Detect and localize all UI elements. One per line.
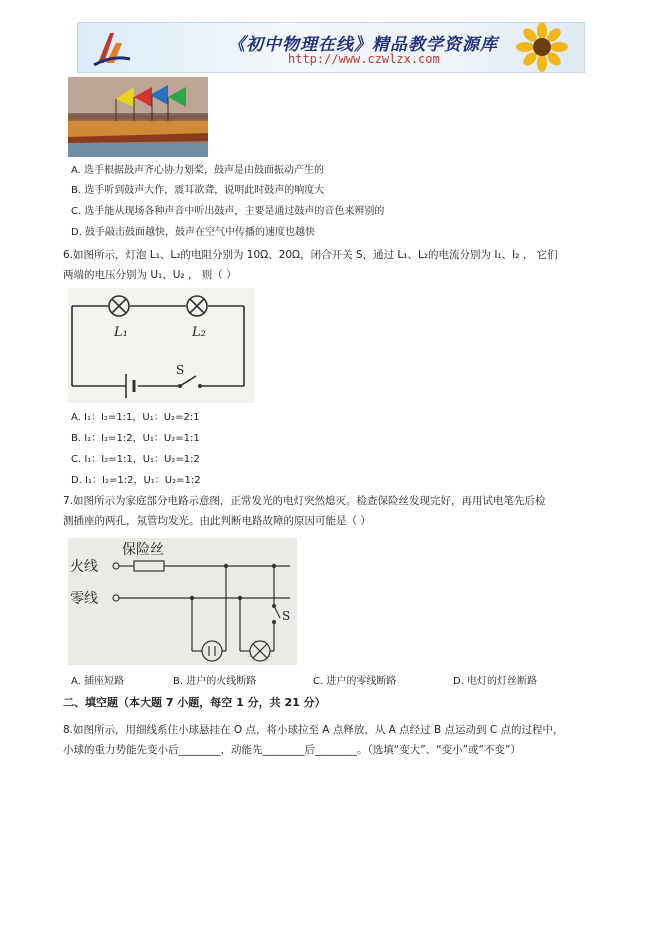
label-l2: L₂ — [192, 325, 206, 340]
q7-stem-line1: 7.如图所示为家庭部分电路示意图，正常发光的电灯突然熄灭。检查保险丝发现完好，再用试电笔先后检 — [63, 495, 546, 507]
q8-stem-line2: 小球的重力势能先变小后________，动能先________后________。（选填“变大”、“变小”或“不变”） — [63, 744, 521, 756]
q8-stem-line1: 8.如图所示，用细线系住小球悬挂在 O 点，将小球拉至 A 点释放，从 A 点经过 B 点运动到 C 点的过程中， — [63, 724, 564, 736]
q6-option-b: B. I₁：I₂=1:2，U₁：U₂=1:1 — [71, 433, 200, 444]
q6-option-c: C. I₁：I₂=1:1，U₁：U₂=1:2 — [71, 454, 200, 465]
q5-option-d: D. 鼓手敲击鼓面越快，鼓声在空气中传播的速度也越快 — [71, 227, 316, 238]
fuse-label: 保险丝 — [122, 542, 164, 558]
q7-option-b: B. 进户的火线断路 — [173, 676, 257, 687]
logo-icon — [92, 29, 132, 67]
q5-option-a: A. 选手根据鼓声齐心协力划桨，鼓声是由鼓面振动产生的 — [71, 165, 325, 176]
q6-stem-line2: 两端的电压分别为 U₁、U₂ ， 则（ ） — [63, 269, 237, 281]
switch-label: S — [282, 609, 291, 623]
q5-option-c: C. 选手能从现场各种声音中听出鼓声，主要是通过鼓声的音色来辨别的 — [71, 206, 385, 217]
banner-title: 《初中物理在线》精品教学资源库 — [228, 35, 498, 55]
sunflower-icon — [512, 23, 572, 72]
q7-stem-line2: 测插座的两孔，氖管均发光。由此判断电路故障的原因可能是（ ） — [63, 515, 371, 527]
q7-option-d: D. 电灯的灯丝断路 — [453, 676, 538, 687]
neutral-wire-label: 零线 — [70, 591, 98, 607]
series-circuit-figure — [68, 288, 254, 403]
q5-option-b: B. 选手听到鼓声大作，震耳欲聋，说明此时鼓声的响度大 — [71, 185, 325, 196]
q6-option-a: A. I₁：I₂=1:1，U₁：U₂=2:1 — [71, 412, 200, 423]
section-heading: 二、填空题（本大题 7 小题，每空 1 分，共 21 分） — [63, 696, 326, 709]
banner-url[interactable]: http://www.czwlzx.com — [288, 52, 440, 66]
q7-option-a: A. 插座短路 — [71, 676, 125, 687]
label-l1: L₁ — [114, 325, 128, 340]
dragon-boat-photo — [68, 77, 208, 157]
q7-option-c: C. 进户的零线断路 — [313, 676, 397, 687]
household-circuit-figure — [68, 538, 297, 665]
live-wire-label: 火线 — [70, 559, 98, 575]
fuse-icon — [134, 561, 164, 571]
q6-stem-line1: 6.如图所示，灯泡 L₁、L₂的电阻分别为 10Ω、20Ω，闭合开关 S，通过 L₁、L₂的电流分别为 I₁、I₂ ， 它们 — [63, 249, 558, 261]
label-switch-s: S — [176, 363, 185, 377]
socket-icon — [202, 641, 222, 661]
header-banner — [77, 22, 585, 73]
q6-option-d: D. I₁：I₂=1:2，U₁：U₂=1:2 — [71, 475, 201, 486]
